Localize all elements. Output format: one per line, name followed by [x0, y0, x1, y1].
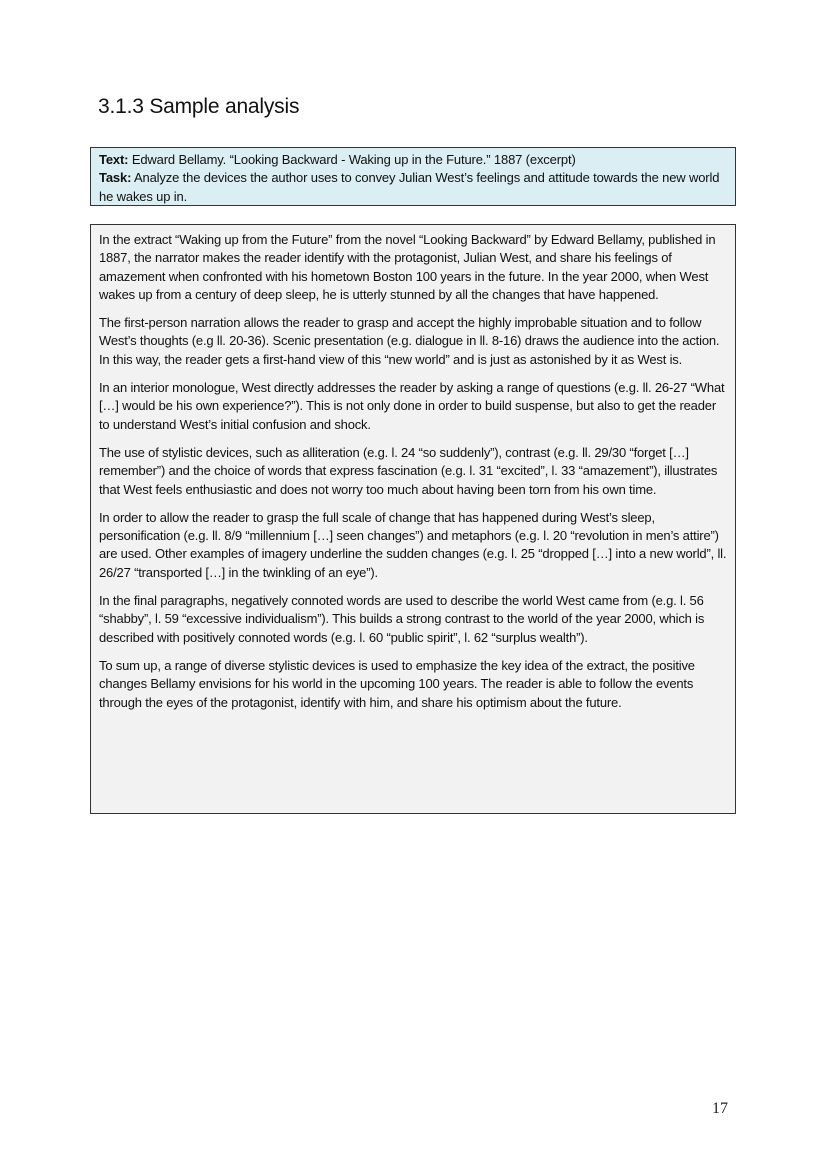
analysis-paragraph: To sum up, a range of diverse stylistic devices is used to emphasize the key idea of the extract, the positive changes Bellamy envisions for his world in the upcoming 100 years. The reader is able to follow the events through the eyes of the protagonist, identify with him, and share his optimism about the future. — [99, 657, 695, 710]
text-label: Text: — [99, 152, 129, 167]
section-title: 3.1.3 Sample analysis — [98, 95, 300, 118]
analysis-box — [90, 224, 736, 814]
page-number: 17 — [712, 1100, 728, 1117]
analysis-paragraph: In the extract “Waking up from the Future” from the novel “Looking Backward” by Edward Bellamy, published in 1887, the narrator makes the reader identify with the protagonist, Julian West, and share his feelings of amazement when confronted with his hometown Boston 100 years in the future. In the year 2000, when West wakes up from a century of deep sleep, he is utterly stunned by all the changes that have happened. — [99, 232, 716, 302]
analysis-paragraph: The first-person narration allows the reader to grasp and accept the highly improbable situation and to follow West’s thoughts (e.g ll. 20-36). Scenic presentation (e.g. dialogue in ll. 8-16) draws the audience into the action. In this way, the reader gets a first-hand view of this “new world” and is just as astonished by it as West is. — [99, 315, 720, 367]
analysis-paragraph: In an interior monologue, West directly addresses the reader by asking a range of questions (e.g. ll. 26-27 “What […] would be his own experience?”). This is not only done in order to build suspense, but also to get the reader to understand West’s initial confusion and shock. — [99, 380, 725, 432]
analysis-paragraph: The use of stylistic devices, such as alliteration (e.g. l. 24 “so suddenly”), contrast (e.g. ll. 29/30 “forget […] remember”) and the choice of words that express fascination (e.g. l. 31 “excited”, l. 33 “amazement”), illustrates that West feels enthusiastic and does not worry too much about having been torn from his own time. — [99, 444, 718, 497]
analysis-paragraph: In order to allow the reader to grasp the full scale of change that has happened during West’s sleep, personification (e.g. ll. 8/9 “millennium […] seen changes”) and metaphors (e.g. l. 20 “revolution in men’s attire”) are used. Other examples of imagery underline the sudden changes (e.g. l. 25 “dropped […] into a new world”, ll. 26/27 “transported […] in the twinkling of an eye”). — [99, 509, 727, 580]
analysis-paragraph: In the final paragraphs, negatively connoted words are used to describe the world West came from (e.g. l. 56 “shabby”, l. 59 “excessive individualism”). This builds a strong contrast to the world of the year 2000, which is described with positively connoted words (e.g. l. 60 “public spirit”, l. 62 “surplus wealth”). — [99, 593, 705, 645]
task-label: Task: — [99, 170, 132, 186]
task-value: Analyze the devices the author uses to convey Julian West’s feelings and attitude towards the new world he wakes up in. — [99, 170, 720, 204]
task-box — [90, 147, 736, 206]
task-line — [99, 169, 727, 206]
text-value: Edward Bellamy. “Looking Backward - Waking up in the Future.” 1887 (excerpt) — [128, 152, 576, 167]
text-line — [99, 151, 727, 169]
